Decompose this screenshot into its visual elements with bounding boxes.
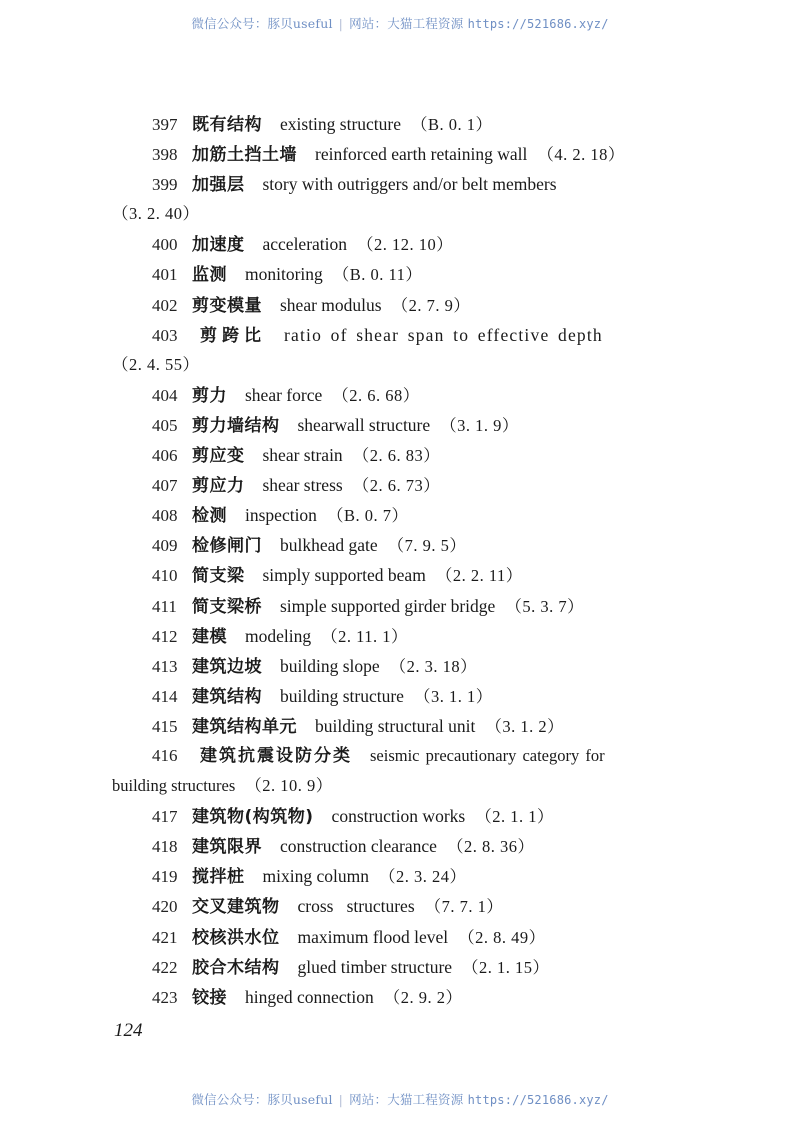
entry-reference: （2. 6. 68） bbox=[332, 385, 420, 405]
entry-english-term: cross structures bbox=[297, 896, 415, 917]
glossary-entry bbox=[112, 982, 682, 1012]
entry-english-term: acceleration bbox=[262, 234, 348, 255]
entry-reference: （2. 1. 15） bbox=[462, 957, 550, 977]
entry-number: 399 bbox=[152, 175, 178, 195]
entry-chinese-term: 建筑结构单元 bbox=[192, 716, 297, 737]
entry-reference: （3. 1. 1） bbox=[413, 686, 493, 706]
entry-chinese-term: 剪应力 bbox=[192, 476, 245, 497]
entry-number: 408 bbox=[152, 506, 178, 526]
entry-chinese-term: 建筑抗震设防分类 bbox=[200, 745, 352, 766]
glossary-entry bbox=[112, 560, 682, 590]
entry-english-term: building structure bbox=[280, 685, 404, 706]
glossary-entry bbox=[112, 290, 682, 320]
entry-english-term: simple supported girder bridge bbox=[280, 595, 496, 616]
entry-english-term: construction works bbox=[331, 806, 466, 827]
entry-reference: （2. 3. 24） bbox=[378, 867, 467, 887]
entry-english-term: shear strain bbox=[262, 445, 343, 466]
entry-number: 420 bbox=[152, 897, 178, 917]
watermark-separator: | bbox=[338, 16, 344, 31]
watermark-url[interactable]: https://521686.xyz/ bbox=[467, 17, 609, 31]
glossary-entry bbox=[112, 891, 682, 921]
entry-chinese-term: 交叉建筑物 bbox=[192, 897, 280, 918]
glossary-entry bbox=[112, 952, 682, 982]
glossary-entry bbox=[112, 470, 682, 500]
glossary-entry-continuation bbox=[112, 350, 682, 380]
entry-number: 404 bbox=[152, 385, 178, 405]
watermark-site: 网站：大猫工程资源 bbox=[349, 1092, 464, 1107]
glossary-entry bbox=[112, 229, 682, 259]
entry-number: 402 bbox=[152, 295, 178, 315]
entry-reference: （2. 1. 1） bbox=[475, 807, 554, 827]
entry-chinese-term: 剪跨比 bbox=[200, 325, 266, 346]
page-number: 124 bbox=[114, 1020, 143, 1041]
glossary-list bbox=[112, 109, 682, 1012]
glossary-entry bbox=[112, 169, 682, 199]
entry-reference: （3. 2. 40） bbox=[112, 204, 200, 224]
entry-number: 409 bbox=[152, 536, 178, 556]
glossary-entry bbox=[112, 831, 682, 861]
entry-chinese-term: 简支梁 bbox=[192, 566, 245, 587]
glossary-entry bbox=[112, 922, 682, 952]
entry-number: 407 bbox=[152, 476, 178, 496]
entry-reference: （2. 12. 10） bbox=[357, 235, 454, 255]
entry-number: 413 bbox=[152, 656, 178, 676]
entry-number: 422 bbox=[152, 957, 178, 977]
watermark-url[interactable]: https://521686.xyz/ bbox=[467, 1093, 609, 1107]
entry-reference: （2. 6. 73） bbox=[352, 476, 441, 496]
entry-number: 416 bbox=[152, 745, 178, 765]
entry-chinese-term: 剪应变 bbox=[192, 446, 245, 467]
entry-chinese-term: 搅拌桩 bbox=[192, 867, 245, 888]
entry-english-term: glued timber structure bbox=[297, 956, 453, 977]
entry-english-term: inspection bbox=[245, 505, 317, 526]
entry-number: 400 bbox=[152, 235, 178, 255]
watermark-account: 微信公众号：豚贝useful bbox=[191, 1092, 333, 1107]
entry-number: 415 bbox=[152, 716, 178, 736]
entry-english-term: hinged connection bbox=[245, 986, 374, 1007]
entry-chinese-term: 加速度 bbox=[192, 235, 245, 256]
entry-reference: （7. 9. 5） bbox=[387, 536, 467, 556]
entry-chinese-term: 建筑限界 bbox=[192, 837, 262, 858]
entry-english-term: building structural unit bbox=[315, 715, 476, 736]
entry-english-term: modeling bbox=[245, 625, 312, 646]
entry-chinese-term: 剪力 bbox=[192, 385, 227, 406]
entry-english-term: existing structure bbox=[280, 114, 402, 134]
watermark-site: 网站：大猫工程资源 bbox=[349, 16, 464, 31]
entry-reference: （2. 6. 83） bbox=[352, 446, 441, 466]
entry-reference: （7. 7. 1） bbox=[424, 897, 504, 917]
entry-reference: （5. 3. 7） bbox=[505, 596, 585, 616]
glossary-entry bbox=[112, 591, 682, 621]
entry-reference: （2. 10. 9） bbox=[245, 776, 333, 796]
entry-chinese-term: 铰接 bbox=[192, 987, 227, 1008]
entry-chinese-term: 监测 bbox=[192, 265, 227, 286]
watermark-footer bbox=[0, 1090, 800, 1108]
entry-english-term: building structures bbox=[112, 776, 236, 796]
glossary-entry bbox=[112, 681, 682, 711]
entry-english-term: maximum flood level bbox=[297, 926, 449, 947]
entry-number: 423 bbox=[152, 987, 178, 1007]
entry-chinese-term: 胶合木结构 bbox=[192, 957, 280, 978]
entry-english-term: building slope bbox=[280, 655, 380, 676]
entry-chinese-term: 校核洪水位 bbox=[192, 927, 280, 948]
glossary-entry bbox=[112, 861, 682, 891]
entry-chinese-term: 建模 bbox=[192, 626, 227, 647]
entry-chinese-term: 建筑物(构筑物) bbox=[192, 807, 314, 828]
entry-reference: （4. 2. 18） bbox=[537, 145, 625, 165]
glossary-entry bbox=[112, 801, 682, 831]
entry-reference: （B. 0. 1） bbox=[411, 115, 493, 134]
entry-english-term: simply supported beam bbox=[262, 565, 426, 586]
glossary-entry bbox=[112, 530, 682, 560]
entry-number: 410 bbox=[152, 566, 178, 586]
entry-reference: （2. 7. 9） bbox=[391, 295, 471, 315]
glossary-entry bbox=[112, 621, 682, 651]
entry-english-term: shear force bbox=[245, 384, 323, 405]
entry-number: 414 bbox=[152, 686, 178, 706]
entry-chinese-term: 建筑边坡 bbox=[192, 656, 262, 677]
entry-chinese-term: 检修闸门 bbox=[192, 536, 262, 557]
entry-english-term: reinforced earth retaining wall bbox=[315, 144, 528, 165]
glossary-entry bbox=[112, 109, 682, 139]
entry-english-term: ratio of shear span to effective depth bbox=[284, 324, 603, 345]
entry-english-term: shearwall structure bbox=[297, 414, 431, 435]
entry-reference: （3. 1. 9） bbox=[440, 415, 519, 435]
entry-number: 412 bbox=[152, 626, 178, 646]
entry-chinese-term: 检测 bbox=[192, 506, 227, 527]
entry-reference: （2. 2. 11） bbox=[435, 566, 523, 586]
entry-number: 411 bbox=[152, 596, 177, 616]
entry-chinese-term: 简支梁桥 bbox=[192, 596, 262, 617]
entry-english-term: mixing column bbox=[262, 866, 369, 887]
glossary-entry bbox=[112, 259, 682, 289]
entry-english-term: story with outriggers and/or belt members bbox=[262, 174, 557, 195]
entry-reference: （2. 9. 2） bbox=[383, 987, 463, 1007]
glossary-entry bbox=[112, 320, 682, 350]
watermark-separator: | bbox=[338, 1092, 344, 1107]
glossary-entry bbox=[112, 741, 682, 771]
entry-english-term: seismic precautionary category for bbox=[370, 745, 605, 765]
entry-number: 421 bbox=[152, 927, 178, 947]
glossary-entry-continuation bbox=[112, 771, 682, 801]
entry-number: 405 bbox=[152, 415, 178, 435]
entry-number: 417 bbox=[152, 807, 178, 827]
entry-number: 403 bbox=[152, 325, 178, 345]
entry-reference: （2. 8. 36） bbox=[446, 837, 535, 857]
entry-chinese-term: 加强层 bbox=[192, 175, 245, 196]
glossary-entry-continuation bbox=[112, 199, 682, 229]
entry-number: 418 bbox=[152, 837, 178, 857]
glossary-entry bbox=[112, 380, 682, 410]
entry-reference: （B. 0. 11） bbox=[332, 265, 423, 285]
entry-reference: （3. 1. 2） bbox=[485, 716, 565, 736]
glossary-entry bbox=[112, 139, 682, 169]
glossary-entry bbox=[112, 440, 682, 470]
glossary-entry bbox=[112, 651, 682, 681]
watermark-header bbox=[0, 14, 800, 32]
entry-chinese-term: 建筑结构 bbox=[192, 686, 262, 707]
entry-reference: （B. 0. 7） bbox=[326, 506, 409, 526]
glossary-entry bbox=[112, 500, 682, 530]
entry-number: 398 bbox=[152, 145, 178, 165]
entry-chinese-term: 既有结构 bbox=[192, 115, 262, 135]
watermark-account: 微信公众号：豚贝useful bbox=[191, 16, 333, 31]
entry-chinese-term: 加筋土挡土墙 bbox=[192, 145, 297, 166]
glossary-entry bbox=[112, 410, 682, 440]
entry-reference: （2. 4. 55） bbox=[112, 354, 200, 374]
entry-number: 397 bbox=[152, 115, 178, 134]
entry-reference: （2. 11. 1） bbox=[321, 626, 408, 646]
entry-number: 419 bbox=[152, 867, 178, 887]
entry-english-term: shear modulus bbox=[280, 294, 382, 315]
entry-chinese-term: 剪力墙结构 bbox=[192, 415, 280, 436]
entry-english-term: construction clearance bbox=[280, 836, 437, 857]
entry-number: 401 bbox=[152, 265, 178, 285]
entry-english-term: bulkhead gate bbox=[280, 535, 378, 556]
entry-reference: （2. 8. 49） bbox=[458, 927, 546, 947]
entry-number: 406 bbox=[152, 446, 178, 466]
entry-reference: （2. 3. 18） bbox=[389, 656, 478, 676]
entry-chinese-term: 剪变模量 bbox=[192, 295, 262, 316]
glossary-entry bbox=[112, 711, 682, 741]
entry-english-term: shear stress bbox=[262, 475, 343, 496]
entry-english-term: monitoring bbox=[245, 264, 323, 285]
